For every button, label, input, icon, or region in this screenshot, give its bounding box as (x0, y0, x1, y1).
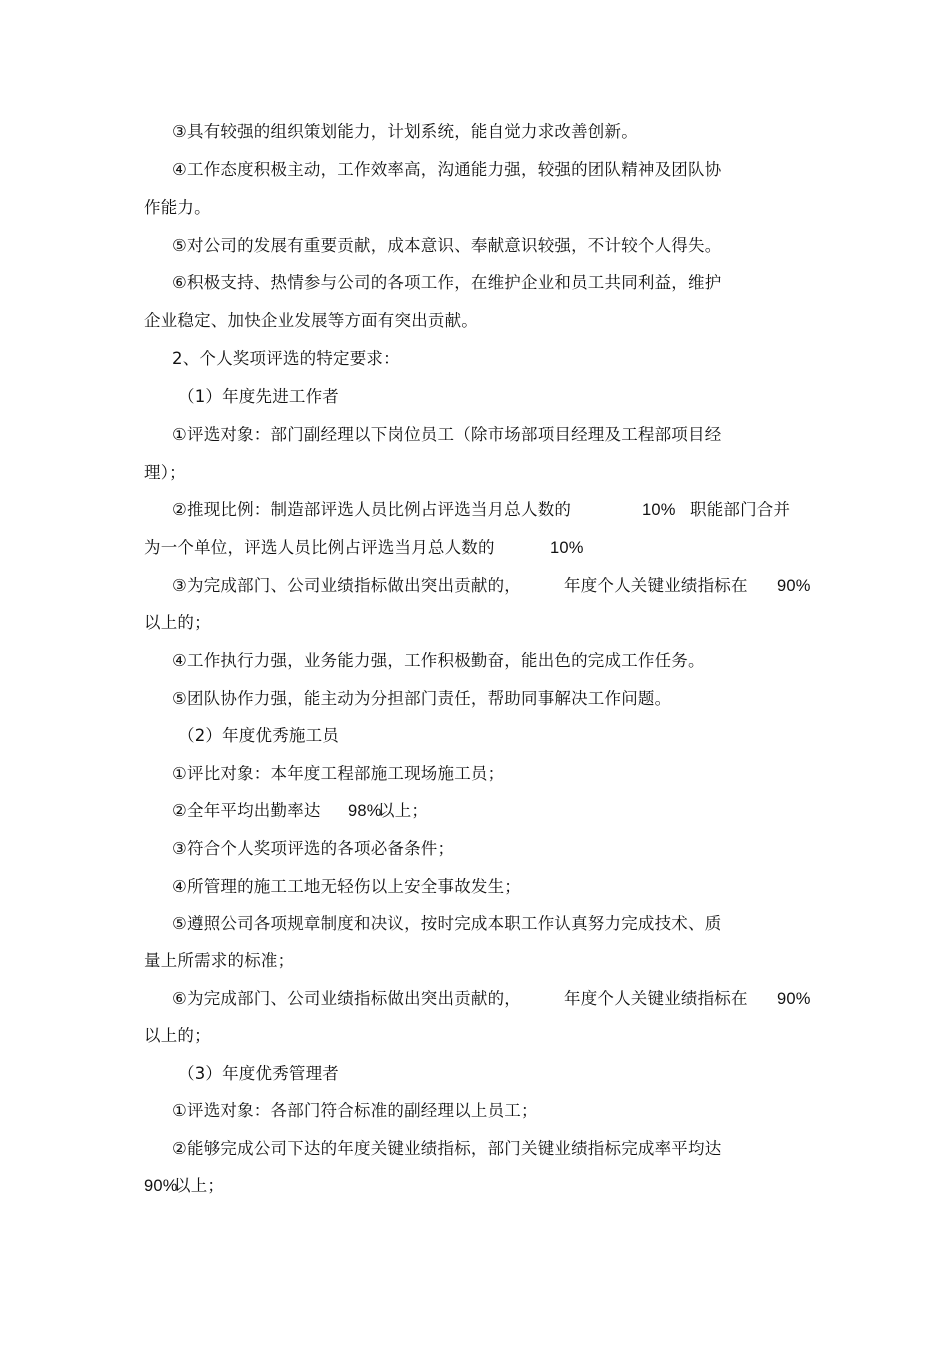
text-segment: ③具有较强的组织策划能力，计划系统，能自觉力求改善创新。 (172, 122, 638, 141)
text-segment: ⑤遵照公司各项规章制度和决议，按时完成本职工作认真努力完成技术、质 (172, 914, 722, 933)
text-segment: 2、个人奖项评选的特定要求： (172, 349, 400, 368)
text-segment: ②推现比例：制造部评选人员比例占评选当月总人数的 (172, 500, 572, 519)
text-segment: ①评比对象：本年度工程部施工现场施工员； (172, 764, 505, 783)
text-segment: 以上的； (144, 613, 211, 632)
section-heading (0, 348, 400, 370)
text-segment: 企业稳定、加快企业发展等方面有突出贡献。 (144, 311, 478, 330)
text-line (0, 1025, 211, 1047)
text-segment: ①评选对象：部门副经理以下岗位员工（除市场部项目经理及工程部项目经 (172, 425, 722, 444)
subsection-heading (0, 386, 339, 408)
text-segment: ④工作执行力强，业务能力强，工作积极勤奋，能出色的完成工作任务。 (172, 651, 705, 670)
percentage-value: 98% (348, 802, 382, 820)
text-line (0, 235, 722, 257)
text-segment: （1）年度先进工作者 (178, 387, 339, 406)
text-segment: 年度个人关键业绩指标在 (564, 576, 748, 595)
text-segment: ④工作态度积极主动，工作效率高，沟通能力强，较强的团队精神及团队协 (172, 160, 722, 179)
text-line (0, 800, 429, 822)
text-line (0, 838, 455, 860)
text-segment: 量上所需求的标准； (144, 951, 295, 970)
text-segment: ④所管理的施工工地无轻伤以上安全事故发生； (172, 877, 521, 896)
text-line (0, 988, 811, 1010)
text-segment: ③为完成部门、公司业绩指标做出突出贡献的， (172, 576, 521, 595)
text-line (0, 950, 295, 972)
text-line (0, 575, 811, 597)
text-segment: 以上的； (144, 1026, 211, 1045)
text-segment: 年度个人关键业绩指标在 (564, 989, 748, 1008)
subsection-heading (0, 1063, 339, 1085)
text-segment: ③符合个人奖项评选的各项必备条件； (172, 839, 455, 858)
text-segment: 以上； (174, 1176, 225, 1195)
percentage-value: 90% (144, 1177, 178, 1195)
text-segment: 作能力。 (144, 198, 211, 217)
text-segment: 理）； (144, 463, 186, 482)
text-line (0, 121, 638, 143)
text-line (0, 462, 186, 484)
text-line (0, 650, 705, 672)
text-line (0, 876, 521, 898)
text-line (0, 424, 722, 446)
text-segment: ⑥为完成部门、公司业绩指标做出突出贡献的， (172, 989, 521, 1008)
percentage-value: 90% (777, 577, 811, 595)
subsection-heading (0, 725, 339, 747)
text-line (0, 499, 791, 521)
text-segment: ②能够完成公司下达的年度关键业绩指标，部门关键业绩指标完成率平均达 (172, 1139, 722, 1158)
percentage-value: 10% (642, 501, 676, 519)
text-segment: 职能部门合并 (690, 500, 791, 519)
text-segment: ⑥积极支持、热情参与公司的各项工作，在维护企业和员工共同利益，维护 (172, 273, 722, 292)
text-segment: ⑤团队协作力强，能主动为分担部门责任，帮助同事解决工作问题。 (172, 689, 672, 708)
text-segment: 为一个单位，评选人员比例占评选当月总人数的 (144, 538, 495, 557)
text-segment: 以上； (378, 801, 429, 820)
text-line (0, 537, 584, 559)
percentage-value: 10% (550, 539, 584, 557)
text-line (0, 1175, 225, 1197)
text-segment: ⑤对公司的发展有重要贡献，成本意识、奉献意识较强，不计较个人得失。 (172, 236, 722, 255)
percentage-value: 90% (777, 990, 811, 1008)
text-line (0, 763, 505, 785)
text-line (0, 1138, 722, 1160)
text-segment: ②全年平均出勤率达 (172, 801, 321, 820)
text-line (0, 612, 211, 634)
text-segment: （2）年度优秀施工员 (178, 726, 339, 745)
text-segment: （3）年度优秀管理者 (178, 1064, 339, 1083)
text-line (0, 688, 672, 710)
text-line (0, 272, 722, 294)
text-line (0, 913, 722, 935)
text-line (0, 310, 478, 332)
text-line (0, 197, 211, 219)
text-line (0, 1100, 538, 1122)
text-line (0, 159, 722, 181)
text-segment: ①评选对象：各部门符合标准的副经理以上员工； (172, 1101, 538, 1120)
